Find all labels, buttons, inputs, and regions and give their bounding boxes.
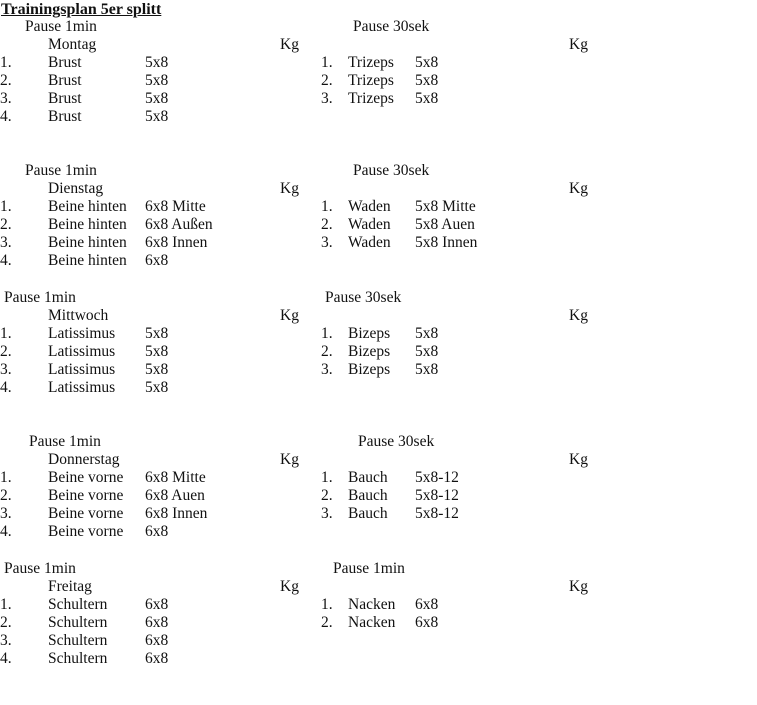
kg-right-label: Kg [569, 180, 588, 197]
right-item-sets: 5x8 [415, 54, 439, 71]
day-label: Mittwoch [48, 307, 109, 324]
right-item-name: Nacken [348, 596, 396, 613]
left-item-name: Brust [48, 108, 82, 125]
left-item-num: 3. [0, 632, 12, 649]
right-item-num: 3. [321, 361, 333, 378]
right-pause-label: Pause 1min [333, 560, 405, 577]
left-pause-label: Pause 1min [29, 433, 101, 450]
left-item-sets: 5x8 [145, 343, 169, 360]
right-item-sets: 5x8 [415, 325, 439, 342]
left-item-num: 4. [0, 252, 12, 269]
left-item-sets: 6x8 [145, 650, 169, 667]
right-item-name: Trizeps [348, 54, 394, 71]
right-item-sets: 5x8-12 [415, 469, 459, 486]
right-item-sets: 5x8 [415, 343, 439, 360]
left-item-sets: 6x8 [145, 632, 169, 649]
left-item-name: Schultern [48, 596, 108, 613]
right-item-num: 3. [321, 90, 333, 107]
left-item-name: Beine vorne [48, 523, 124, 540]
left-item-name: Schultern [48, 632, 108, 649]
left-item-sets: 6x8 [145, 252, 169, 269]
kg-right-label: Kg [569, 451, 588, 468]
left-item-num: 3. [0, 361, 12, 378]
right-item-num: 3. [321, 505, 333, 522]
right-item-name: Waden [348, 216, 391, 233]
document-title: Trainingsplan 5er splitt [1, 1, 162, 18]
left-item-name: Latissimus [48, 343, 116, 360]
kg-left-label: Kg [280, 307, 299, 324]
left-item-sets: 5x8 [145, 72, 169, 89]
left-item-sets: 6x8 Innen [145, 234, 208, 251]
left-item-name: Schultern [48, 650, 108, 667]
left-item-num: 4. [0, 523, 12, 540]
left-item-name: Brust [48, 72, 82, 89]
left-item-num: 1. [0, 596, 12, 613]
kg-left-label: Kg [280, 36, 299, 53]
right-item-name: Waden [348, 234, 391, 251]
right-item-name: Bizeps [348, 361, 391, 378]
left-item-name: Latissimus [48, 361, 116, 378]
left-item-sets: 6x8 Mitte [145, 198, 206, 215]
left-item-num: 2. [0, 343, 12, 360]
left-item-num: 4. [0, 650, 12, 667]
left-item-name: Brust [48, 90, 82, 107]
day-label: Donnerstag [48, 451, 120, 468]
right-pause-label: Pause 30sek [358, 433, 435, 450]
left-item-name: Beine hinten [48, 198, 127, 215]
day-label: Montag [48, 36, 97, 53]
left-pause-label: Pause 1min [4, 560, 76, 577]
right-item-name: Bauch [348, 487, 388, 504]
right-item-num: 2. [321, 614, 333, 631]
right-item-sets: 5x8 Auen [415, 216, 475, 233]
right-pause-label: Pause 30sek [353, 18, 430, 35]
right-item-name: Bauch [348, 469, 388, 486]
left-item-sets: 6x8 Außen [145, 216, 213, 233]
right-item-num: 2. [321, 216, 333, 233]
right-item-sets: 6x8 [415, 596, 439, 613]
day-label: Freitag [48, 578, 92, 595]
left-item-sets: 6x8 Innen [145, 505, 208, 522]
left-item-name: Latissimus [48, 325, 116, 342]
left-item-name: Beine hinten [48, 252, 127, 269]
left-pause-label: Pause 1min [4, 289, 76, 306]
right-item-num: 3. [321, 234, 333, 251]
kg-right-label: Kg [569, 578, 588, 595]
right-item-name: Bizeps [348, 343, 391, 360]
right-item-num: 1. [321, 198, 333, 215]
right-item-sets: 6x8 [415, 614, 439, 631]
left-pause-label: Pause 1min [25, 18, 97, 35]
left-item-num: 1. [0, 325, 12, 342]
left-item-num: 2. [0, 614, 12, 631]
right-item-name: Bauch [348, 505, 388, 522]
kg-left-label: Kg [280, 451, 299, 468]
right-item-sets: 5x8 [415, 72, 439, 89]
left-item-num: 4. [0, 379, 12, 396]
left-item-name: Brust [48, 54, 82, 71]
right-item-sets: 5x8 Mitte [415, 198, 476, 215]
right-item-num: 2. [321, 343, 333, 360]
left-item-num: 2. [0, 487, 12, 504]
left-item-sets: 6x8 [145, 596, 169, 613]
left-item-sets: 5x8 [145, 379, 169, 396]
left-item-num: 1. [0, 54, 12, 71]
left-pause-label: Pause 1min [25, 162, 97, 179]
left-item-sets: 6x8 [145, 614, 169, 631]
right-item-name: Trizeps [348, 72, 394, 89]
right-item-name: Bizeps [348, 325, 391, 342]
left-item-num: 1. [0, 198, 12, 215]
right-pause-label: Pause 30sek [325, 289, 402, 306]
left-item-num: 3. [0, 90, 12, 107]
right-item-sets: 5x8 [415, 361, 439, 378]
left-item-name: Beine vorne [48, 487, 124, 504]
right-item-sets: 5x8-12 [415, 487, 459, 504]
left-item-num: 2. [0, 216, 12, 233]
right-item-sets: 5x8-12 [415, 505, 459, 522]
left-item-name: Beine vorne [48, 469, 124, 486]
right-item-sets: 5x8 Innen [415, 234, 478, 251]
left-item-sets: 6x8 [145, 523, 169, 540]
left-item-name: Beine hinten [48, 234, 127, 251]
left-item-sets: 5x8 [145, 54, 169, 71]
left-item-name: Latissimus [48, 379, 116, 396]
left-item-sets: 5x8 [145, 361, 169, 378]
right-item-num: 2. [321, 487, 333, 504]
right-item-name: Trizeps [348, 90, 394, 107]
left-item-sets: 5x8 [145, 325, 169, 342]
right-item-name: Nacken [348, 614, 396, 631]
left-item-sets: 6x8 Mitte [145, 469, 206, 486]
right-item-sets: 5x8 [415, 90, 439, 107]
right-item-num: 1. [321, 54, 333, 71]
left-item-name: Schultern [48, 614, 108, 631]
right-item-num: 1. [321, 325, 333, 342]
left-item-num: 1. [0, 469, 12, 486]
right-item-num: 2. [321, 72, 333, 89]
right-pause-label: Pause 30sek [353, 162, 430, 179]
left-item-num: 3. [0, 505, 12, 522]
right-item-num: 1. [321, 596, 333, 613]
left-item-sets: 5x8 [145, 108, 169, 125]
left-item-num: 2. [0, 72, 12, 89]
left-item-sets: 5x8 [145, 90, 169, 107]
left-item-num: 4. [0, 108, 12, 125]
day-label: Dienstag [48, 180, 104, 197]
right-item-num: 1. [321, 469, 333, 486]
left-item-sets: 6x8 Auen [145, 487, 205, 504]
kg-left-label: Kg [280, 180, 299, 197]
right-item-name: Waden [348, 198, 391, 215]
kg-left-label: Kg [280, 578, 299, 595]
kg-right-label: Kg [569, 307, 588, 324]
kg-right-label: Kg [569, 36, 588, 53]
left-item-num: 3. [0, 234, 12, 251]
left-item-name: Beine hinten [48, 216, 127, 233]
left-item-name: Beine vorne [48, 505, 124, 522]
